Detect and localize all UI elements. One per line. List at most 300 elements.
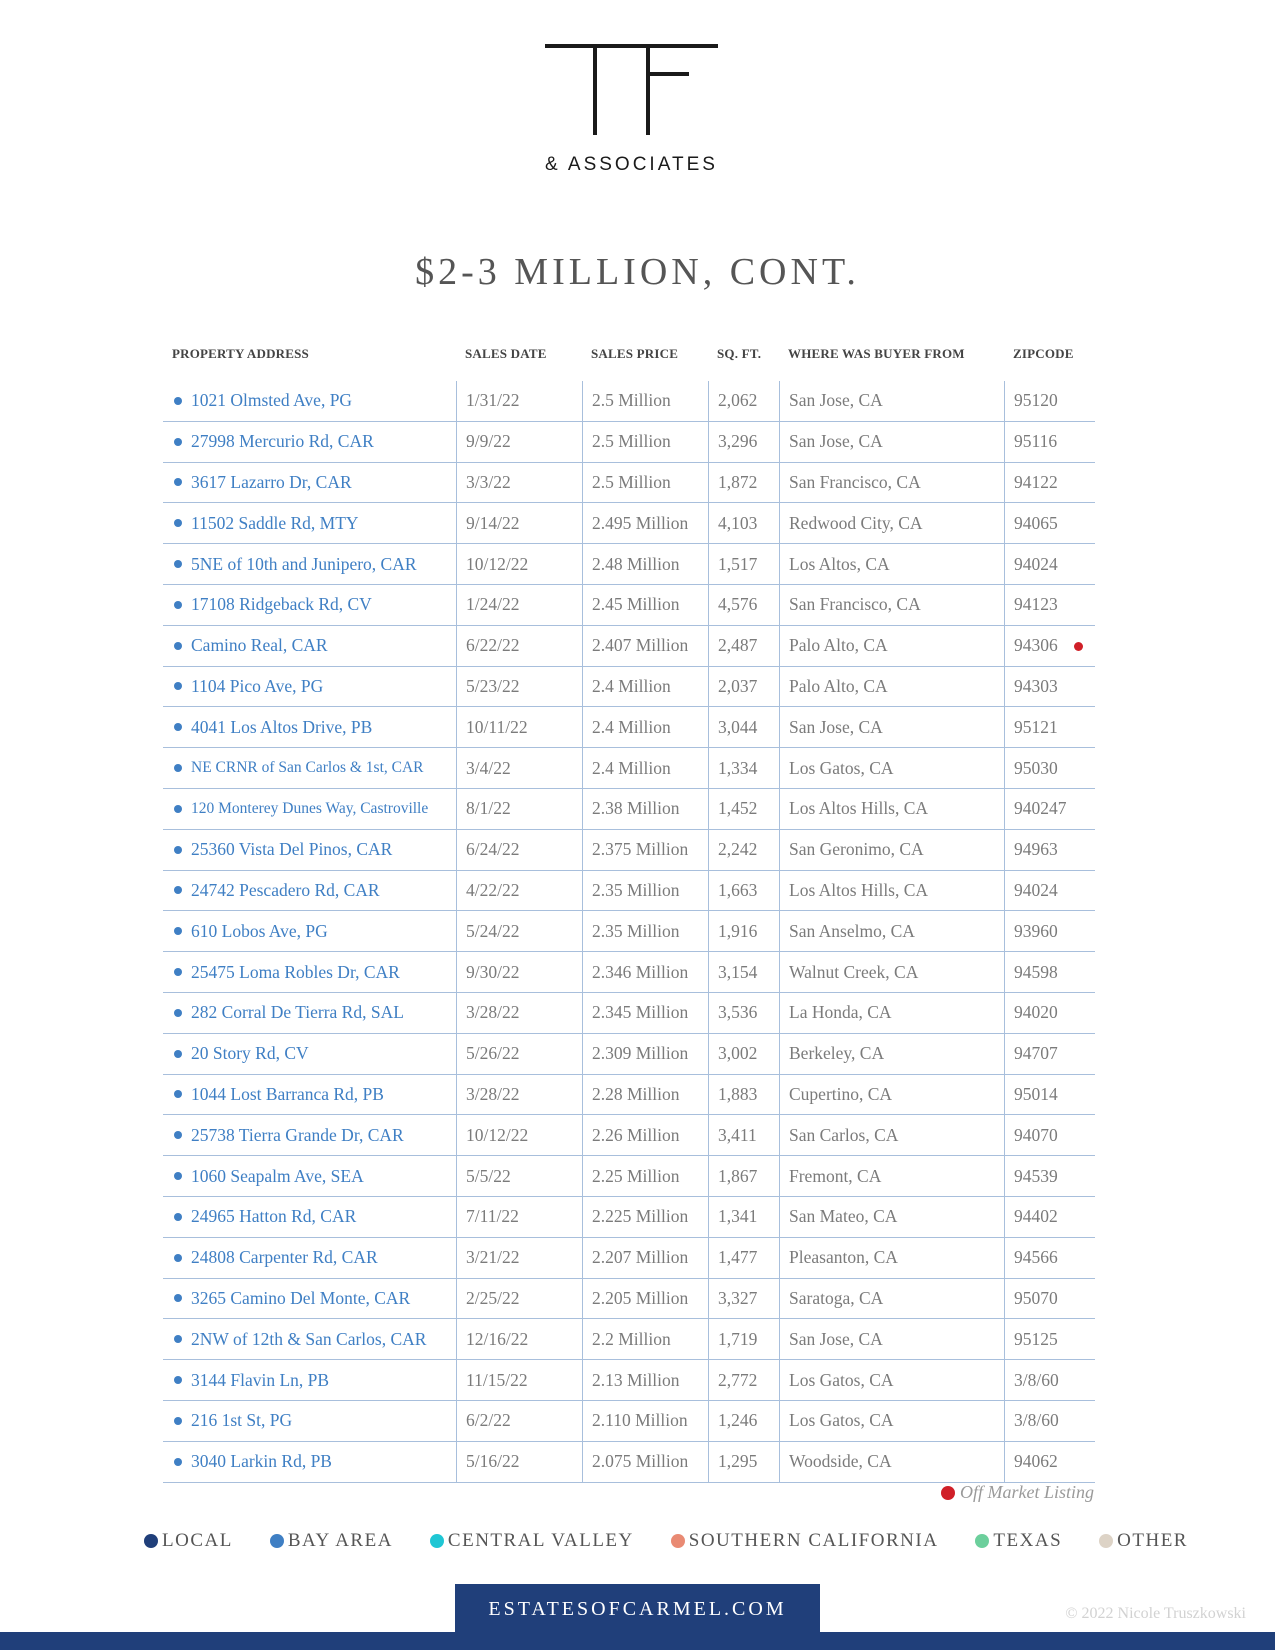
price-cell: 2.309 Million	[582, 1034, 708, 1074]
table-row	[163, 748, 1095, 789]
address-text[interactable]: 1104 Pico Ave, PG	[191, 675, 324, 696]
buyer-cell: Cupertino, CA	[779, 1075, 1004, 1115]
table-row	[163, 667, 1095, 708]
sqft-cell: 1,334	[708, 748, 779, 788]
address-text[interactable]: 216 1st St, PG	[191, 1410, 293, 1431]
zip-text: 94123	[1014, 594, 1058, 615]
zip-text: 94539	[1014, 1165, 1058, 1186]
address-cell[interactable]	[163, 1075, 456, 1115]
address-text[interactable]: 1060 Seapalm Ave, SEA	[191, 1165, 364, 1186]
price-cell: 2.407 Million	[582, 626, 708, 666]
address-text[interactable]: 24965 Hatton Rd, CAR	[191, 1206, 357, 1227]
price-cell: 2.35 Million	[582, 871, 708, 911]
address-cell[interactable]	[163, 1319, 456, 1359]
table-row	[163, 1442, 1095, 1483]
sqft-cell: 2,037	[708, 667, 779, 707]
table-row	[163, 1156, 1095, 1197]
header-price: SALES PRICE	[591, 346, 679, 361]
address-text[interactable]: 282 Corral De Tierra Rd, SAL	[191, 1002, 404, 1023]
sqft-cell: 1,719	[708, 1319, 779, 1359]
zip-text: 94306	[1014, 635, 1058, 656]
buyer-cell: La Honda, CA	[779, 993, 1004, 1033]
address-cell[interactable]	[163, 1156, 456, 1196]
legend-swatch-icon	[975, 1534, 989, 1548]
buyer-cell: Woodside, CA	[779, 1442, 1004, 1482]
region-dot-icon	[174, 438, 182, 446]
zip-text: 95121	[1014, 716, 1058, 737]
price-cell: 2.45 Million	[582, 585, 708, 625]
address-cell[interactable]	[163, 707, 456, 747]
address-text[interactable]: 20 Story Rd, CV	[191, 1043, 309, 1064]
price-cell: 2.375 Million	[582, 830, 708, 870]
address-cell[interactable]	[163, 667, 456, 707]
off-market-dot-icon	[941, 1486, 955, 1500]
address-text[interactable]: 120 Monterey Dunes Way, Castroville	[191, 799, 429, 817]
zip-text: 94402	[1014, 1206, 1058, 1227]
zip-text: 94303	[1014, 675, 1058, 696]
zip-text: 94024	[1014, 553, 1058, 574]
address-text[interactable]: 1021 Olmsted Ave, PG	[191, 390, 353, 411]
price-cell: 2.4 Million	[582, 667, 708, 707]
price-cell: 2.48 Million	[582, 544, 708, 584]
table-row	[163, 1279, 1095, 1320]
date-cell: 9/14/22	[456, 503, 582, 543]
table-row	[163, 871, 1095, 912]
header-buyer: WHERE WAS BUYER FROM	[788, 346, 965, 361]
zip-text: 3/8/60	[1014, 1410, 1059, 1431]
zip-cell	[1004, 544, 1095, 584]
table-row	[163, 1360, 1095, 1401]
date-cell: 5/24/22	[456, 911, 582, 951]
price-cell: 2.4 Million	[582, 748, 708, 788]
zip-cell	[1004, 585, 1095, 625]
legend-item	[975, 1530, 1062, 1552]
header-sqft: SQ. FT.	[717, 346, 762, 361]
buyer-cell: Walnut Creek, CA	[779, 952, 1004, 992]
zip-text: 94566	[1014, 1247, 1058, 1268]
legend-label: SOUTHERN CALIFORNIA	[688, 1530, 939, 1551]
date-cell: 1/31/22	[456, 381, 582, 421]
zip-text: 95070	[1014, 1287, 1058, 1308]
zip-cell	[1004, 993, 1095, 1033]
zip-cell	[1004, 503, 1095, 543]
sqft-cell: 3,002	[708, 1034, 779, 1074]
price-cell: 2.075 Million	[582, 1442, 708, 1482]
off-market-dot-icon	[1074, 642, 1083, 651]
zip-cell	[1004, 748, 1095, 788]
address-cell[interactable]	[163, 463, 456, 503]
zip-cell	[1004, 381, 1095, 421]
address-text[interactable]: Camino Real, CAR	[191, 635, 328, 656]
region-dot-icon	[174, 968, 182, 976]
address-cell[interactable]	[163, 422, 456, 462]
region-dot-icon	[174, 886, 182, 894]
sqft-cell: 2,772	[708, 1360, 779, 1400]
address-cell[interactable]	[163, 1238, 456, 1278]
buyer-cell: San Jose, CA	[779, 422, 1004, 462]
price-cell: 2.2 Million	[582, 1319, 708, 1359]
off-market-label: Off Market Listing	[960, 1482, 1094, 1502]
header-address: PROPERTY ADDRESS	[172, 346, 309, 361]
zip-text: 3/8/60	[1014, 1369, 1059, 1390]
buyer-cell: Fremont, CA	[779, 1156, 1004, 1196]
address-text[interactable]: 17108 Ridgeback Rd, CV	[191, 594, 372, 615]
zip-cell	[1004, 1401, 1095, 1441]
sqft-cell: 2,062	[708, 381, 779, 421]
price-cell: 2.5 Million	[582, 422, 708, 462]
date-cell: 5/23/22	[456, 667, 582, 707]
price-cell: 2.346 Million	[582, 952, 708, 992]
region-dot-icon	[174, 1335, 182, 1343]
buyer-cell: Redwood City, CA	[779, 503, 1004, 543]
legend-item	[270, 1530, 393, 1552]
buyer-cell: San Jose, CA	[779, 1319, 1004, 1359]
company-logo	[545, 44, 730, 174]
price-cell: 2.345 Million	[582, 993, 708, 1033]
sqft-cell: 3,154	[708, 952, 779, 992]
sqft-cell: 1,872	[708, 463, 779, 503]
legend-item	[144, 1530, 233, 1552]
zip-cell	[1004, 1156, 1095, 1196]
date-cell: 7/11/22	[456, 1197, 582, 1237]
table-row	[163, 789, 1095, 830]
region-dot-icon	[174, 1131, 182, 1139]
table-row	[163, 1238, 1095, 1279]
table-row	[163, 707, 1095, 748]
zip-cell	[1004, 1360, 1095, 1400]
region-dot-icon	[174, 1417, 182, 1425]
legend-label: BAY AREA	[287, 1530, 393, 1551]
zip-cell	[1004, 626, 1095, 666]
price-cell: 2.38 Million	[582, 789, 708, 829]
sqft-cell: 1,246	[708, 1401, 779, 1441]
region-dot-icon	[174, 1458, 182, 1466]
price-cell: 2.13 Million	[582, 1360, 708, 1400]
address-text[interactable]: 25360 Vista Del Pinos, CAR	[191, 839, 393, 860]
address-cell[interactable]	[163, 1401, 456, 1441]
zip-text: 94062	[1014, 1451, 1058, 1472]
table-row	[163, 1401, 1095, 1442]
table-row	[163, 1075, 1095, 1116]
table-row	[163, 585, 1095, 626]
sqft-cell: 4,576	[708, 585, 779, 625]
sqft-cell: 3,296	[708, 422, 779, 462]
date-cell: 10/12/22	[456, 1115, 582, 1155]
zip-text: 94020	[1014, 1002, 1058, 1023]
date-cell: 3/28/22	[456, 1075, 582, 1115]
zip-text: 94024	[1014, 879, 1058, 900]
address-cell[interactable]	[163, 993, 456, 1033]
legend-label: TEXAS	[993, 1530, 1063, 1551]
date-cell: 11/15/22	[456, 1360, 582, 1400]
zip-cell	[1004, 1442, 1095, 1482]
sqft-cell: 1,517	[708, 544, 779, 584]
legend-label: OTHER	[1117, 1530, 1188, 1551]
address-cell[interactable]	[163, 585, 456, 625]
region-legend	[144, 1530, 1188, 1552]
date-cell: 8/1/22	[456, 789, 582, 829]
buyer-cell: San Mateo, CA	[779, 1197, 1004, 1237]
address-cell[interactable]	[163, 789, 456, 829]
date-cell: 5/5/22	[456, 1156, 582, 1196]
address-cell[interactable]	[163, 1115, 456, 1155]
off-market-legend	[941, 1482, 1094, 1503]
region-dot-icon	[174, 397, 182, 405]
date-cell: 2/25/22	[456, 1279, 582, 1319]
table-header	[163, 340, 1095, 368]
table-row	[163, 911, 1095, 952]
address-text[interactable]: 2NW of 12th & San Carlos, CAR	[191, 1328, 427, 1349]
buyer-cell: Los Altos Hills, CA	[779, 871, 1004, 911]
date-cell: 10/11/22	[456, 707, 582, 747]
sqft-cell: 1,341	[708, 1197, 779, 1237]
legend-label: LOCAL	[162, 1530, 233, 1551]
address-cell[interactable]	[163, 626, 456, 666]
buyer-cell: San Jose, CA	[779, 381, 1004, 421]
buyer-cell: Berkeley, CA	[779, 1034, 1004, 1074]
price-cell: 2.25 Million	[582, 1156, 708, 1196]
buyer-cell: Pleasanton, CA	[779, 1238, 1004, 1278]
sales-table	[163, 340, 1095, 1483]
region-dot-icon	[174, 682, 182, 690]
region-dot-icon	[174, 519, 182, 527]
date-cell: 12/16/22	[456, 1319, 582, 1359]
date-cell: 3/21/22	[456, 1238, 582, 1278]
address-text[interactable]: NE CRNR of San Carlos & 1st, CAR	[191, 759, 424, 777]
website-link[interactable]: ESTATESOFCARMEL.COM	[455, 1584, 820, 1634]
address-cell[interactable]	[163, 1360, 456, 1400]
table-row	[163, 626, 1095, 667]
sqft-cell: 1,663	[708, 871, 779, 911]
address-text[interactable]: 24808 Carpenter Rd, CAR	[191, 1247, 378, 1268]
zip-cell	[1004, 707, 1095, 747]
sqft-cell: 1,867	[708, 1156, 779, 1196]
zip-text: 95030	[1014, 757, 1058, 778]
region-dot-icon	[174, 846, 182, 854]
price-cell: 2.28 Million	[582, 1075, 708, 1115]
zip-text: 94070	[1014, 1124, 1058, 1145]
table-row	[163, 463, 1095, 504]
table-row	[163, 830, 1095, 871]
zip-text: 95120	[1014, 390, 1058, 411]
buyer-cell: Los Gatos, CA	[779, 1401, 1004, 1441]
buyer-cell: Los Altos, CA	[779, 544, 1004, 584]
buyer-cell: San Geronimo, CA	[779, 830, 1004, 870]
table-row	[163, 993, 1095, 1034]
legend-item	[671, 1530, 939, 1552]
address-text[interactable]: 25738 Tierra Grande Dr, CAR	[191, 1124, 404, 1145]
address-text[interactable]: 25475 Loma Robles Dr, CAR	[191, 961, 400, 982]
price-cell: 2.5 Million	[582, 463, 708, 503]
buyer-cell: San Jose, CA	[779, 707, 1004, 747]
address-cell[interactable]	[163, 544, 456, 584]
address-text[interactable]: 24742 Pescadero Rd, CAR	[191, 879, 380, 900]
price-cell: 2.5 Million	[582, 381, 708, 421]
table-row	[163, 381, 1095, 422]
region-dot-icon	[174, 1213, 182, 1221]
address-text[interactable]: 610 Lobos Ave, PG	[191, 920, 328, 941]
date-cell: 9/9/22	[456, 422, 582, 462]
zip-cell	[1004, 1238, 1095, 1278]
address-cell[interactable]	[163, 1034, 456, 1074]
table-row	[163, 422, 1095, 463]
date-cell: 3/3/22	[456, 463, 582, 503]
address-cell[interactable]	[163, 748, 456, 788]
region-dot-icon	[174, 764, 182, 772]
address-cell[interactable]	[163, 503, 456, 543]
address-text[interactable]: 27998 Mercurio Rd, CAR	[191, 431, 374, 452]
buyer-cell: San Francisco, CA	[779, 585, 1004, 625]
table-row	[163, 503, 1095, 544]
region-dot-icon	[174, 805, 182, 813]
buyer-cell: San Anselmo, CA	[779, 911, 1004, 951]
footer-bar	[0, 1632, 1275, 1650]
zip-cell	[1004, 952, 1095, 992]
sqft-cell: 2,487	[708, 626, 779, 666]
address-text[interactable]: 3040 Larkin Rd, PB	[191, 1451, 332, 1472]
zip-cell	[1004, 1115, 1095, 1155]
sqft-cell: 4,103	[708, 503, 779, 543]
zip-cell	[1004, 789, 1095, 829]
buyer-cell: San Carlos, CA	[779, 1115, 1004, 1155]
sqft-cell: 1,452	[708, 789, 779, 829]
region-dot-icon	[174, 601, 182, 609]
zip-cell	[1004, 871, 1095, 911]
sqft-cell: 1,295	[708, 1442, 779, 1482]
buyer-cell: San Francisco, CA	[779, 463, 1004, 503]
buyer-cell: Saratoga, CA	[779, 1279, 1004, 1319]
price-cell: 2.4 Million	[582, 707, 708, 747]
sqft-cell: 2,242	[708, 830, 779, 870]
sqft-cell: 3,536	[708, 993, 779, 1033]
price-cell: 2.110 Million	[582, 1401, 708, 1441]
legend-swatch-icon	[430, 1534, 444, 1548]
address-text[interactable]: 1044 Lost Barranca Rd, PB	[191, 1083, 384, 1104]
address-text[interactable]: 3617 Lazarro Dr, CAR	[191, 471, 352, 492]
region-dot-icon	[174, 1090, 182, 1098]
address-cell[interactable]	[163, 381, 456, 421]
legend-item	[1099, 1530, 1188, 1552]
date-cell: 10/12/22	[456, 544, 582, 584]
date-cell: 3/28/22	[456, 993, 582, 1033]
date-cell: 6/2/22	[456, 1401, 582, 1441]
zip-cell	[1004, 1319, 1095, 1359]
date-cell: 5/26/22	[456, 1034, 582, 1074]
zip-text: 940247	[1014, 798, 1067, 819]
price-cell: 2.35 Million	[582, 911, 708, 951]
zip-cell	[1004, 422, 1095, 462]
address-text[interactable]: 3144 Flavin Ln, PB	[191, 1369, 330, 1390]
buyer-cell: Los Altos Hills, CA	[779, 789, 1004, 829]
header-date: SALES DATE	[465, 346, 547, 361]
zip-cell	[1004, 463, 1095, 503]
sqft-cell: 3,411	[708, 1115, 779, 1155]
zip-text: 95116	[1014, 431, 1058, 452]
price-cell: 2.26 Million	[582, 1115, 708, 1155]
address-text[interactable]: 11502 Saddle Rd, MTY	[191, 512, 359, 533]
address-cell[interactable]	[163, 1197, 456, 1237]
date-cell: 6/24/22	[456, 830, 582, 870]
table-row	[163, 952, 1095, 993]
sqft-cell: 1,477	[708, 1238, 779, 1278]
date-cell: 6/22/22	[456, 626, 582, 666]
table-row	[163, 1319, 1095, 1360]
sqft-cell: 1,883	[708, 1075, 779, 1115]
zip-cell	[1004, 1279, 1095, 1319]
page-title: $2-3 MILLION, CONT.	[415, 251, 860, 293]
legend-item	[430, 1530, 634, 1552]
zip-cell	[1004, 1034, 1095, 1074]
buyer-cell: Palo Alto, CA	[779, 626, 1004, 666]
region-dot-icon	[174, 927, 182, 935]
address-cell[interactable]	[163, 952, 456, 992]
region-dot-icon	[174, 478, 182, 486]
price-cell: 2.225 Million	[582, 1197, 708, 1237]
region-dot-icon	[174, 1050, 182, 1058]
address-cell[interactable]	[163, 911, 456, 951]
address-text[interactable]: 5NE of 10th and Junipero, CAR	[191, 553, 417, 574]
address-cell[interactable]	[163, 871, 456, 911]
region-dot-icon	[174, 1172, 182, 1180]
zip-cell	[1004, 830, 1095, 870]
legend-swatch-icon	[671, 1534, 685, 1548]
logo-subtitle: & ASSOCIATES	[545, 154, 718, 175]
zip-text: 95014	[1014, 1083, 1058, 1104]
copyright: © 2022 Nicole Truszkowski	[1065, 1605, 1246, 1622]
zip-text: 93960	[1014, 920, 1058, 941]
zip-text: 94598	[1014, 961, 1058, 982]
region-dot-icon	[174, 723, 182, 731]
address-cell[interactable]	[163, 1279, 456, 1319]
address-text[interactable]: 3265 Camino Del Monte, CAR	[191, 1287, 411, 1308]
zip-text: 94707	[1014, 1043, 1058, 1064]
zip-text: 95125	[1014, 1328, 1058, 1349]
zip-text: 94963	[1014, 839, 1058, 860]
address-cell[interactable]	[163, 830, 456, 870]
region-dot-icon	[174, 560, 182, 568]
buyer-cell: Palo Alto, CA	[779, 667, 1004, 707]
date-cell: 5/16/22	[456, 1442, 582, 1482]
table-row	[163, 544, 1095, 585]
header-zip: ZIPCODE	[1013, 346, 1074, 361]
price-cell: 2.207 Million	[582, 1238, 708, 1278]
zip-cell	[1004, 911, 1095, 951]
address-cell[interactable]	[163, 1442, 456, 1482]
legend-swatch-icon	[144, 1534, 158, 1548]
sqft-cell: 3,327	[708, 1279, 779, 1319]
legend-swatch-icon	[1099, 1534, 1113, 1548]
table-body	[163, 381, 1095, 1483]
region-dot-icon	[174, 642, 182, 650]
table-row	[163, 1034, 1095, 1075]
sqft-cell: 3,044	[708, 707, 779, 747]
date-cell: 3/4/22	[456, 748, 582, 788]
price-cell: 2.205 Million	[582, 1279, 708, 1319]
address-text[interactable]: 4041 Los Altos Drive, PB	[191, 716, 373, 737]
region-dot-icon	[174, 1254, 182, 1262]
zip-text: 94065	[1014, 512, 1058, 533]
table-row	[163, 1197, 1095, 1238]
region-dot-icon	[174, 1376, 182, 1384]
region-dot-icon	[174, 1009, 182, 1017]
sqft-cell: 1,916	[708, 911, 779, 951]
region-dot-icon	[174, 1294, 182, 1302]
zip-cell	[1004, 1075, 1095, 1115]
date-cell: 9/30/22	[456, 952, 582, 992]
price-cell: 2.495 Million	[582, 503, 708, 543]
legend-label: CENTRAL VALLEY	[447, 1530, 634, 1551]
table-row	[163, 1115, 1095, 1156]
